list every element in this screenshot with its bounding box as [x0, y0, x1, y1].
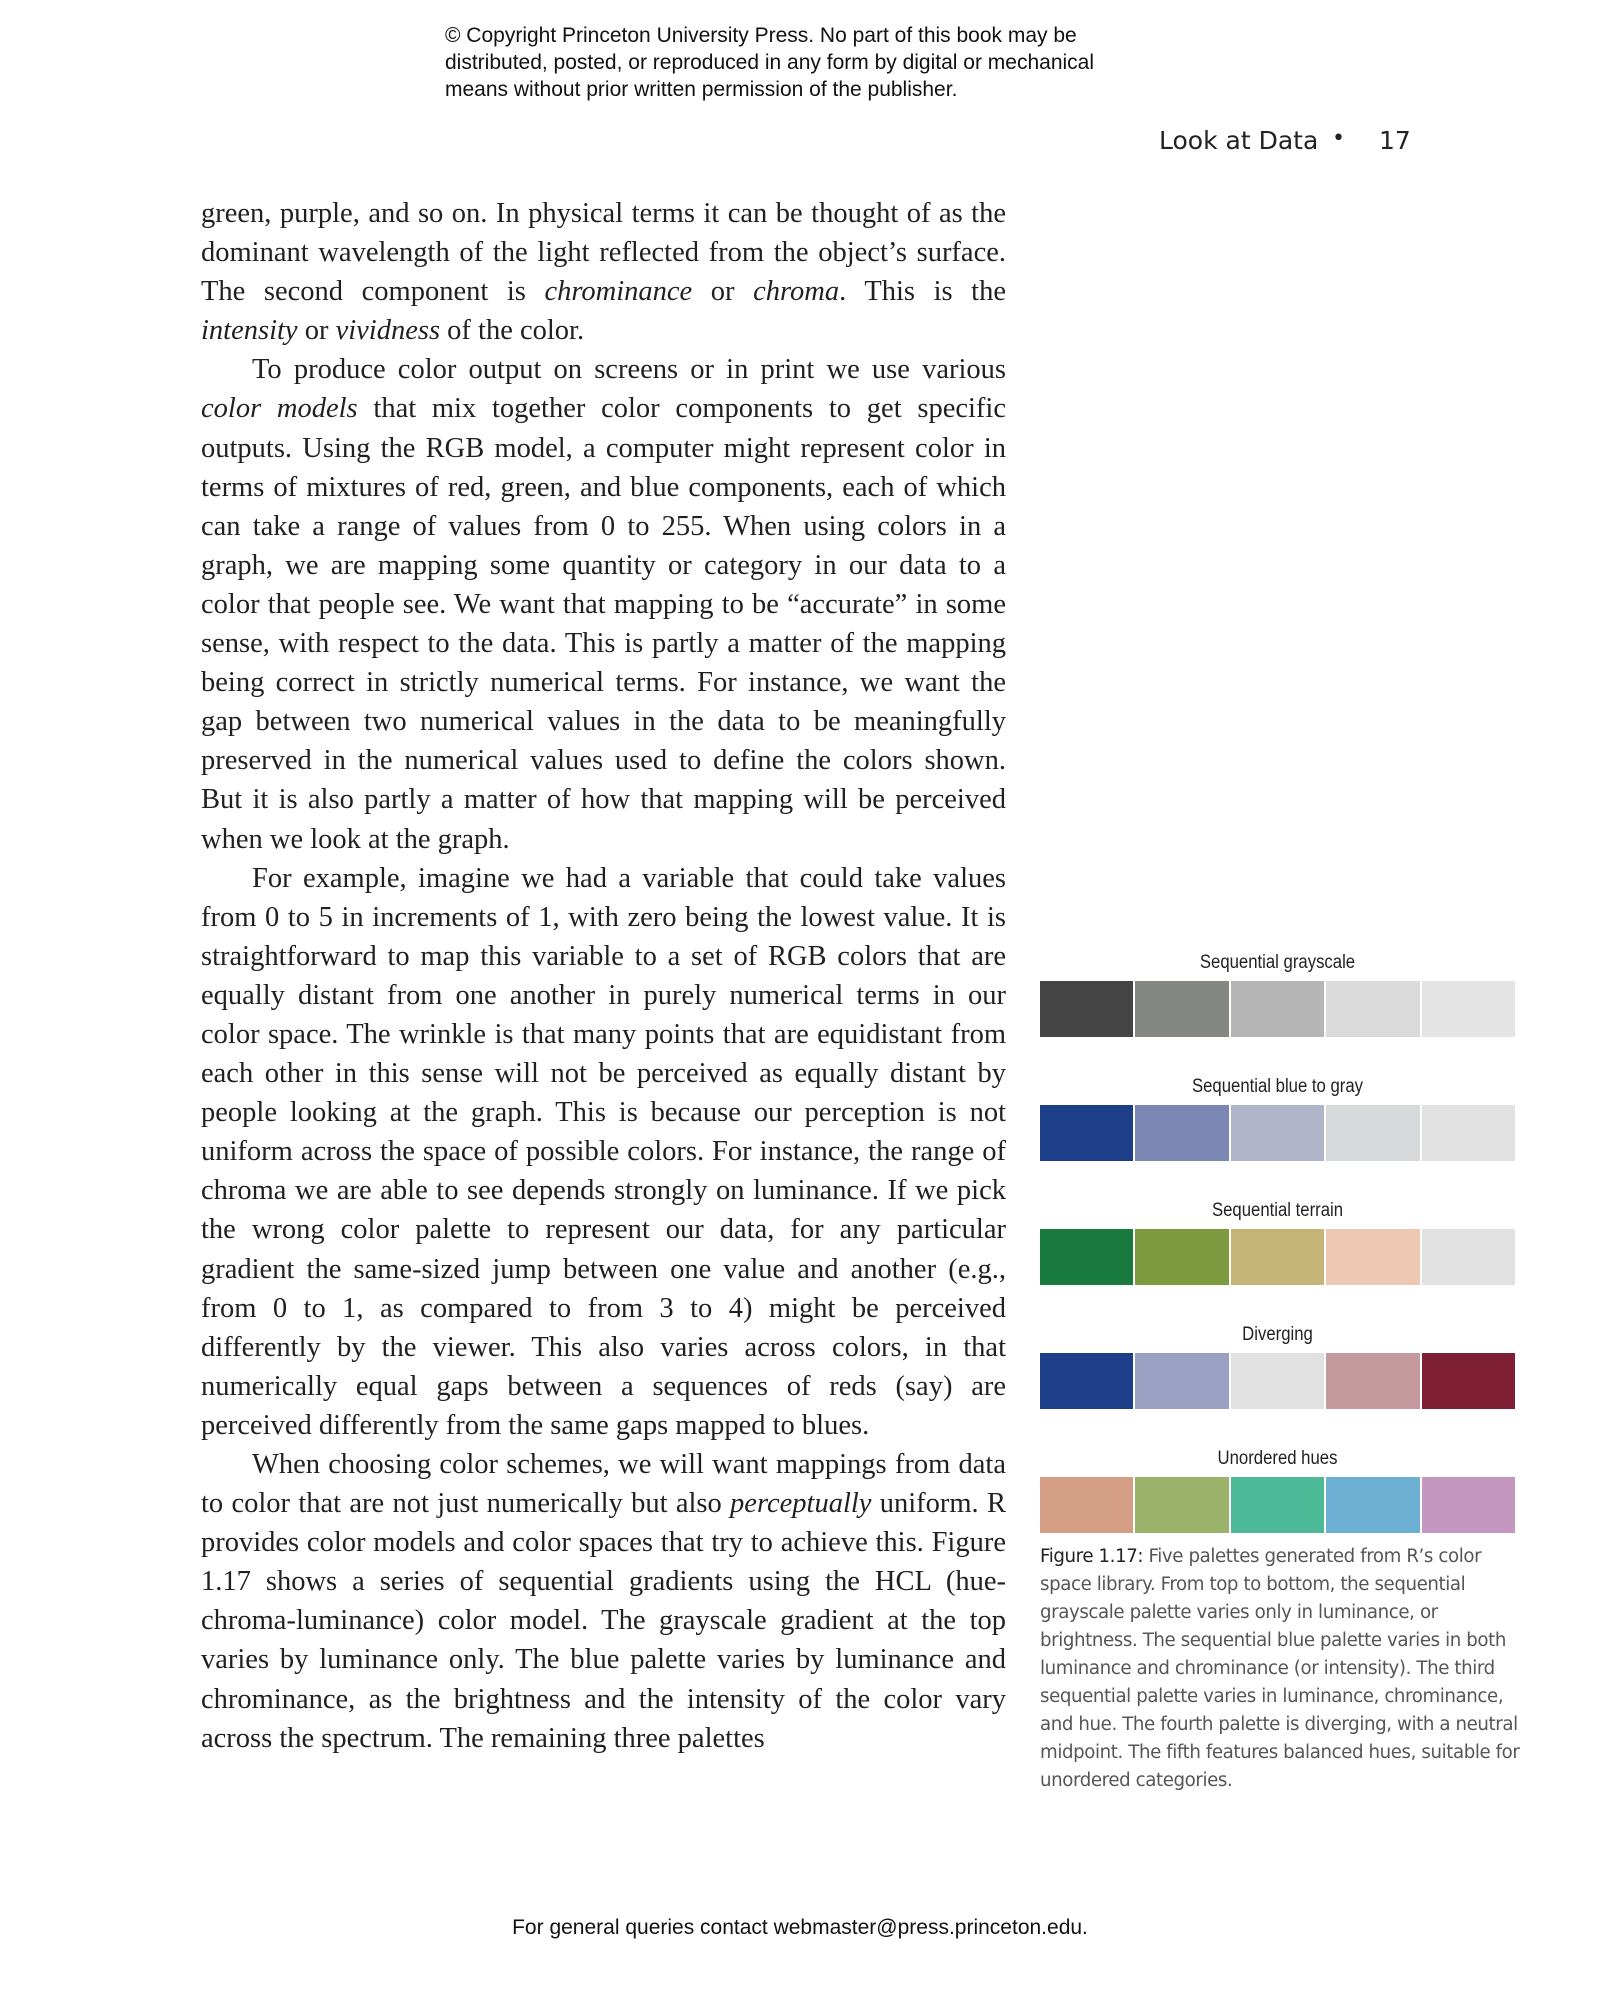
- paragraph: When choosing color schemes, we will want mappings from data to color that are not just numerically but also perceptually uniform. R provides color models and color spaces that try to achieve this. Figure 1.17 shows a series of sequential gradients using the HCL (hue-chroma-luminance) color model. The grayscale gradient at the top varies by luminance only. The blue palette varies by luminance and chrominance, as the brightness and the intensity of the color vary across the spectrum. The remaining three palettes: [201, 1449, 1007, 1754]
- copyright-notice: [445, 22, 1205, 103]
- color-swatch: [1422, 1229, 1515, 1285]
- chapter-title: Look at Data: [1159, 126, 1319, 155]
- color-swatch: [1326, 981, 1421, 1037]
- color-swatch: [1326, 1353, 1421, 1409]
- color-swatch: [1422, 1105, 1515, 1161]
- color-swatch: [1040, 1105, 1135, 1161]
- figure-caption: [1040, 1543, 1520, 1795]
- color-swatch: [1326, 1105, 1421, 1161]
- color-swatch: [1422, 1477, 1515, 1533]
- color-swatch: [1231, 1477, 1326, 1533]
- color-swatch: [1040, 981, 1135, 1037]
- color-swatch: [1326, 1229, 1421, 1285]
- color-swatch: [1040, 1229, 1135, 1285]
- footer-contact: For general queries contact webmaster@press.princeton.edu.: [512, 1916, 1088, 1939]
- color-swatch: [1231, 1229, 1326, 1285]
- figure-palettes: [1040, 945, 1515, 1535]
- color-swatch: [1422, 1353, 1515, 1409]
- color-swatch: [1231, 1353, 1326, 1409]
- palette-row: [1040, 1353, 1515, 1409]
- palette-title: Sequential grayscale: [1199, 952, 1356, 973]
- palette-row: [1040, 1477, 1515, 1533]
- color-swatch: [1231, 981, 1326, 1037]
- body-text: [201, 194, 1006, 1758]
- copyright-line: © Copyright Princeton University Press. No part of this book may be: [445, 24, 1077, 47]
- color-swatch: [1326, 1477, 1421, 1533]
- palette-row: [1040, 981, 1515, 1037]
- caption-text: Five palettes generated from R’s color space library. From top to bottom, the sequential grayscale palette varies only in luminance, or brightness. The sequential blue palette varies in both luminance and chrominance (or intensity). The third sequential palette varies in luminance, chrominance, and hue. The fourth palette is diverging, with a neutral midpoint. The fifth features balanced hues, suitable for unordered categories.: [1040, 1546, 1520, 1791]
- palette-row: [1040, 1229, 1515, 1285]
- color-swatch: [1040, 1353, 1135, 1409]
- page-number: 17: [1379, 126, 1411, 155]
- color-swatch: [1135, 1105, 1230, 1161]
- caption-label: Figure 1.17:: [1040, 1546, 1144, 1567]
- palette-title: Sequential terrain: [1211, 1200, 1344, 1221]
- palette-title: Unordered hues: [1217, 1448, 1338, 1469]
- color-swatch: [1135, 1229, 1230, 1285]
- color-swatch: [1422, 981, 1515, 1037]
- copyright-line: distributed, posted, or reproduced in any form by digital or mechanical: [445, 51, 1095, 74]
- running-head: [1130, 126, 1450, 160]
- color-swatch: [1040, 1477, 1135, 1533]
- color-swatch: [1135, 1477, 1230, 1533]
- palette-row: [1040, 1105, 1515, 1161]
- copyright-line: means without prior written permission of the publisher.: [445, 78, 958, 101]
- color-swatch: [1135, 1353, 1230, 1409]
- paragraph: To produce color output on screens or in print we use various color models that mix together color components to get specific outputs. Using the RGB model, a computer might represent color in terms of mixtures of red, green, and blue components, each of which can take a range of values from 0 to 255. When using colors in a graph, we are mapping some quantity or category in our data to a color that people see. We want that mapping to be “accurate” in some sense, with respect to the data. This is partly a matter of the mapping being correct in strictly numerical terms. For instance, we want the gap between two numerical values in the data to be meaningfully preserved in the numerical values used to define the colors shown. But it is also partly a matter of how that mapping will be perceived when we look at the graph.: [201, 354, 1006, 855]
- palette-title: Diverging: [1242, 1324, 1313, 1345]
- color-swatch: [1135, 981, 1230, 1037]
- color-swatch: [1231, 1105, 1326, 1161]
- separator-dot: •: [1332, 126, 1345, 151]
- paragraph: For example, imagine we had a variable that could take values from 0 to 5 in increments of 1, with zero being the lowest value. It is straightforward to map this variable to a set of RGB colors that are equally distant from one another in purely numerical terms in our color space. The wrinkle is that many points that are equidistant from each other in this sense will not be perceived as equally distant by people looking at the graph. This is because our perception is not uniform across the space of possible colors. For instance, the range of chroma we are able to see depends strongly on luminance. If we pick the wrong color palette to represent our data, for any particular gradient the same-sized jump between one value and another (e.g., from 0 to 1, as compared to from 3 to 4) might be perceived differently by the viewer. This also varies across colors, in that numerically equal gaps between a sequences of reds (say) are perceived differently from the same gaps mapped to blues.: [201, 862, 1006, 1441]
- palette-title: Sequential blue to gray: [1191, 1076, 1364, 1097]
- paragraph: green, purple, and so on. In physical terms it can be thought of as the dominant wavelength of the light reflected from the object’s surface. The second component is chrominance or chroma. This is the intensity or vividness of the color.: [201, 198, 1006, 347]
